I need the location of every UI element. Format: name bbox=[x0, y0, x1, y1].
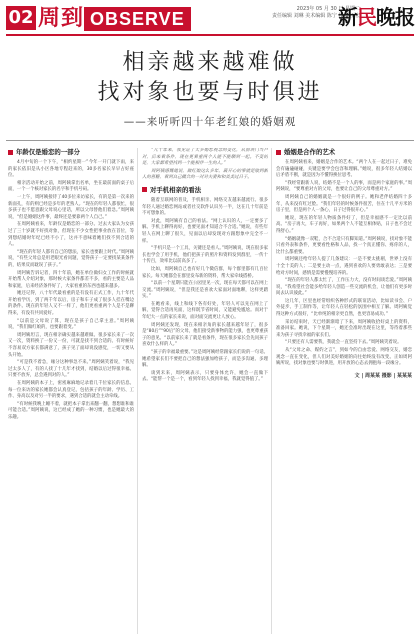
body-paragraph: 采访结束时，天已经渐渐暗了下来，周阿姨收拾好桌上的资料，准备回家。她说，下个星期一，她还会准时出现在这里，等待着那些来为孩子寻找幸福的家长们。 bbox=[276, 319, 412, 338]
body-paragraph: 周阿姨坦言，现在相亲确实越来越难做。很多家长来了一次又一次，资料换了一份又一份，可就是找不到合适的。有时候好不容易双方家长都满意了，孩子见了面却说没感觉，一切又要从头开始。 bbox=[8, 332, 134, 358]
week-label: 周到 bbox=[38, 5, 85, 31]
body-paragraph: 她说，现在的年轻人物质条件好了，但是幸福感不一定比以前高。“房子再大，车子再好，如果两个人不能互相体贴，日子也不会过得舒心。” bbox=[276, 215, 412, 234]
headline-line-1: 相亲越来越难做 bbox=[122, 50, 298, 75]
section-tag: OBSERVE bbox=[84, 7, 191, 31]
body-paragraph: “以前是父母说了算，现在是孩子自己拿主意。”周阿姨说，“我们做红娘的，也要跟着变。” bbox=[8, 318, 134, 331]
body-paragraph: 在周阿姨的本子上，密密麻麻地记录着几千位家长的信息。每一位来访的家长她都会认真登记，包括孩子的年龄、学历、工作、身高以及对另一半的要求，遇到合适的就会主动牵线。 bbox=[8, 381, 134, 400]
masthead-rule bbox=[6, 34, 414, 36]
body-paragraph: “现在的年轻人都有自己的想法，家长也要跟上时代。”周阿姨说，“有些父母总是用老眼光看问题，觉得孩子一定要找某某条件的，结果反而耽误了孩子。” bbox=[8, 249, 134, 268]
body-paragraph: 在周阿姨看来，年龄仅是婚恋的一部分。过去大家认为女孩过了三十岁就不好找对象，但现在不少女性把事业放在首位，等到想结婚时年纪已经不小了，这并不意味着她们找不到合适的人。 bbox=[8, 222, 134, 248]
issue-number: 02 bbox=[6, 6, 36, 30]
logo-prefix: 新 bbox=[338, 5, 357, 29]
headline-line-2: 找对象也要与时俱进 bbox=[97, 80, 323, 105]
logo-suffix: 晚报 bbox=[376, 5, 414, 29]
body-paragraph: 一上午，周阿姨接待了40多位来访家长，有的是第一次来的新面孔，有的则已经是多年的老熟人。“现在的年轻人都很忙，很多孩子也不愿意跟父母说心里话，所以父母替他们着急。”周阿姨说，“但是婚姻这件事，最终还是要靠两个人自己。” bbox=[8, 194, 134, 220]
body-paragraph: 在周阿姨看来，婚姻是合作的艺术。“两个人在一起过日子，难免会有磕磕碰碰，关键是要学会包容和理解。”她说，很多年轻人结婚以后矛盾不断，就是因为不懂得换位思考。 bbox=[276, 160, 412, 179]
body-paragraph: 对此，周阿姨有自己的看法。“网上认识的人，一定要多了解。手机上聊得再好，也要见面才知道合不合适。”她说，有些年轻人在网上聊了很久，见面以后却发现对方跟想象中完全不一样。 bbox=[142, 218, 268, 244]
dateline bbox=[190, 6, 360, 20]
column-divider bbox=[271, 148, 272, 634]
body-paragraph: “可是我不着急，缘分这种事急不来。”周阿姨笑着说，“我见过太多人了，有的人找了十几年才找到，结婚以后过得很幸福。只要不放弃，总会遇到对的人。” bbox=[8, 360, 134, 379]
body-paragraph: 4月中旬的一个下午，“相约星期一”今年一开门就下雨，来的家长依旧是从小区各地专程赶来的，30多名家长早早占好座位。 bbox=[8, 160, 134, 179]
square-bullet-icon bbox=[276, 150, 281, 155]
column-1-body bbox=[8, 160, 134, 422]
section-heading: 对手机相亲的看法 bbox=[142, 186, 268, 195]
body-paragraph: 周阿姨还发现，现在来相亲角的家长越来越年轻了，很多是“80后”“90后”的父母，他们接受新事物的能力强，也更尊重孩子的意见。“以前家长来了就是看条件，现在很多家长会先问孩子喜欢什么样的人。” bbox=[142, 322, 268, 348]
masthead bbox=[0, 0, 420, 36]
headline-subtitle: ——来听听四十年老红娘的婚姻观 bbox=[123, 116, 297, 128]
body-paragraph: “有时候我晚上睡不着，就把本子拿出来翻一翻，想想谁和谁可能合适。”周阿姨说，这已经成了她的一种习惯，也是她最大的乐趣。 bbox=[8, 401, 134, 420]
byline: 文 | 周某某 摄影 | 某某某 bbox=[354, 372, 412, 379]
article-column-3 bbox=[276, 148, 412, 636]
body-paragraph: 她还记得，八十年代最看重的是有没有正式工作，九十年代开始看学历，到了两千年以后，房子和车子成了很多人挂在嘴边的条件。现在的年轻人又不一样了，他们更看重两个人是不是聊得来，有没有共同爱好。 bbox=[8, 291, 134, 317]
date-line: 2023年 05 月 30 日 星期二 bbox=[296, 6, 360, 12]
headline-divider bbox=[6, 140, 414, 141]
body-paragraph: 周阿姨告诉记者，四十年前，她在单位做妇女工作的时候就开始帮人介绍对象，那时候大家条件都差不多，看的主要是人品和家庭，后来经济条件好了，大家看重的东西也越来越多。 bbox=[8, 270, 134, 289]
body-paragraph: 相亲活动开始之前，周阿姨拿出名单，坐在最前面的桌子后面，一个一个核对家长的名字和手机号码。 bbox=[8, 180, 134, 193]
square-bullet-icon bbox=[142, 187, 147, 192]
body-paragraph: “几十年来，我见证了太多婚恋观念的变化，从前讲门当户对，后来看条件，现在更看重两个人能不能聊到一起。不变的是，大家都希望找到一个能相伴一生的人。” bbox=[142, 148, 268, 167]
body-paragraph: 比如，周阿姨自己也有好几个微信群，每个群里都有几百位家长。每天她都会在群里发布新的资料，帮大家牵线搭桥。 bbox=[142, 266, 268, 279]
headline-block bbox=[0, 48, 420, 129]
column-2-body bbox=[142, 198, 268, 384]
body-paragraph: 在她看来，线上和线下各有好处，年轻人可以先在网上了解，觉得合适再见面，这样既节省时间，又能避免尴尬。而对于年纪大一点的家长来说，面对面交流更让人放心。 bbox=[142, 301, 268, 321]
body-paragraph: “手机只是一个工具，关键还是看人。”周阿姨说，现在很多家长也学会了用手机，他们把孩子的照片和资料发到群里，一传十十传百，效率比以前高多了。 bbox=[142, 246, 268, 265]
section-heading: 婚姻是合作的艺术 bbox=[276, 148, 412, 157]
section-heading: 年龄仅是婚恋的一部分 bbox=[8, 148, 134, 157]
body-paragraph: 谈到未来，周阿姨表示，只要身体允许，她会一直做下去。“能帮一个是一个，看到年轻人找到幸福，我就觉得值了。” bbox=[142, 370, 268, 383]
column-divider bbox=[137, 148, 138, 634]
body-paragraph: 从“父母之命、媒妁之言”，到如今的自由恋爱、网络交友，婚恋观念一直在变化，但人们对美好婚姻的向往始终没有改变。正如周阿姨所说，找对象也要与时俱进，用开放的心态去拥抱每一段缘分。 bbox=[276, 348, 412, 367]
body-paragraph: 周阿姨感慨地说，做红娘这么多年，最开心的事就是收到新人的喜糖，看到自己撮合的一对对夫妻和和美美过日子。 bbox=[142, 168, 268, 181]
pull-quote bbox=[142, 148, 268, 182]
square-bullet-icon bbox=[8, 150, 13, 155]
body-paragraph: 周阿姨自己的婚姻就是一个很好的例子。她和老伴结婚四十多年，从来没有红过脸。“我们年轻的时候条件很苦，住在十几平方米的房子里，但是两个人一条心，日子过得很开心。” bbox=[276, 194, 412, 214]
column-3-body bbox=[276, 160, 412, 368]
body-paragraph: “婚姻就像一双鞋，合不合适只有脚知道。”周阿姨说，找对象不能只看外表和条件，更要看性格和人品，找一个真正懂你、疼你的人，比什么都重要。 bbox=[276, 236, 412, 255]
body-paragraph: “我经常跟新人说，结婚不是一个人的事，而是两个家庭的事。”周阿姨说，“要尊重对方的父母，也要让自己的父母尊重对方。” bbox=[276, 180, 412, 193]
edition-line: 责任编辑 刘琳 美术编辑 陈宁 校对 王宏 bbox=[272, 13, 360, 19]
body-paragraph: “只要还有人需要我，我就会一直坚持下去。”周阿姨笑着说。 bbox=[285, 340, 402, 346]
newspaper-logo bbox=[338, 2, 414, 32]
body-paragraph: “孩子的幸福最重要。”这是周阿姨经常跟家长们说的一句话。她希望家长们不要把自己的想法强加给孩子，而是多沟通、多理解。 bbox=[142, 350, 268, 369]
article-column-1 bbox=[8, 148, 134, 636]
body-paragraph: “现在的年轻人都太忙了，工作压力大，没有时间谈恋爱。”周阿姨说，“我希望社会能多给年轻人创造一些交流的机会，让他们有更多时间去认识彼此。” bbox=[276, 278, 412, 297]
body-paragraph: 随着互联网的普及，手机相亲、网络交友越来越流行。很多年轻人通过婚恋网站或者社交软件认识另一半，这在几十年前是不可想象的。 bbox=[142, 197, 268, 217]
logo-mid: 民 bbox=[357, 5, 376, 29]
article-column-2 bbox=[142, 148, 268, 636]
body-paragraph: 这几年，区里也经常组织各种形式的联谊活动，比如读书会、户外徒步、手工制作等，让年轻人在轻松的氛围中相互了解。周阿姨觉得这种方式很好，“比单纯的相亲更自然，也更容易成功。” bbox=[276, 298, 412, 318]
body-paragraph: 周阿姨还给年轻人提了几条建议：一是不要太挑剔，世界上没有十全十美的人；二是要主动一点，遇到喜欢的人要勇敢表达；三是要给对方时间，感情是需要慢慢培养的。 bbox=[276, 257, 412, 276]
body-paragraph: “以前一个星期只能在公园里见一次，现在每天都可以在网上交流。”周阿姨说，“但是我还是喜欢大家面对面地聊，这样更踏实。” bbox=[142, 281, 268, 300]
